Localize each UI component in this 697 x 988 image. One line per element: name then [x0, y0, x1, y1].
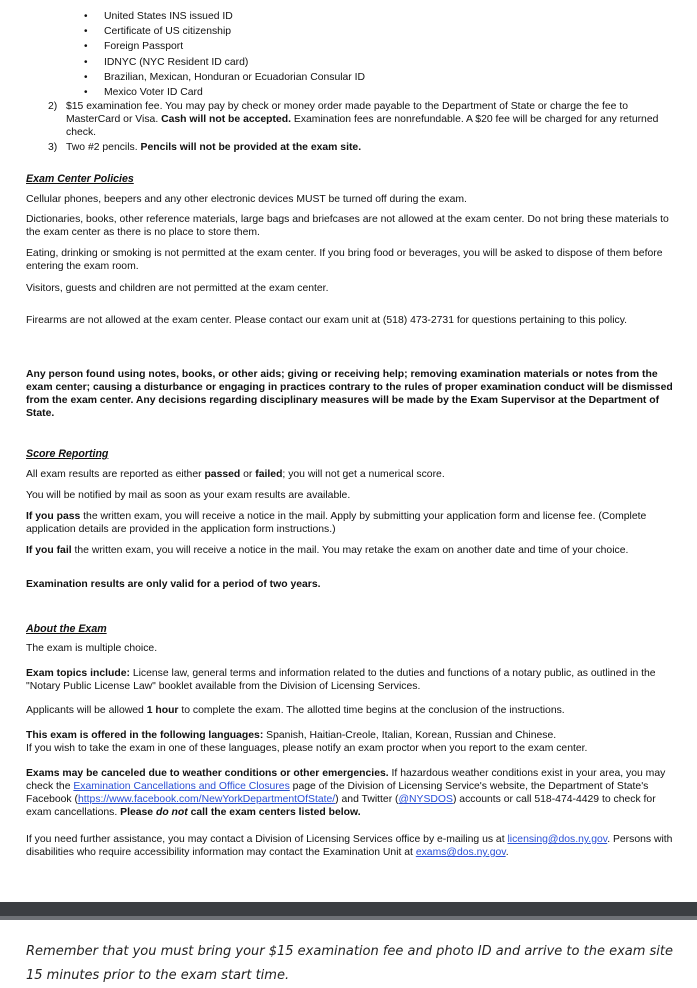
about-paragraph-topics: Exam topics include: License law, general terms and information related to the duties and functions of a notary public, as outlined in the "Notary Public License Law" booklet available from the Division of Licensing Services.	[26, 668, 656, 692]
cancellations-link[interactable]: Examination Cancellations and Office Closures	[73, 781, 290, 792]
policy-paragraph: Dictionaries, books, other reference materials, large bags and briefcases are not allowed at the exam center. Do not bring these materials to the exam center as there is no place to store them.	[26, 214, 669, 238]
about-paragraph-time: Applicants will be allowed 1 hour to complete the exam. The allotted time begins at the conclusion of the instructions.	[26, 705, 565, 716]
list-item: • Foreign Passport	[84, 40, 365, 55]
requirement-fee	[48, 100, 673, 139]
policy-paragraph: Cellular phones, beepers and any other electronic devices MUST be turned off during the exam.	[26, 194, 467, 205]
id-list	[84, 10, 365, 101]
policy-paragraph-conduct: Any person found using notes, books, or other aids; giving or receiving help; removing examination materials or notes from the exam center; causing a disturbance or engaging in practices contrary to the rules of proper examination conduct will be dismissed from the exam center. Any decisions regarding disciplinary measures will be made by the Exam Supervisor at the Department of State.	[26, 369, 673, 419]
facebook-link[interactable]: https://www.facebook.com/NewYorkDepartmentOfState/	[77, 794, 336, 805]
cash-warning: Cash will not be accepted.	[161, 114, 292, 125]
score-paragraph-fail: If you fail the written exam, you will receive a notice in the mail. You may retake the exam on another date and time of your choice.	[26, 545, 629, 556]
pencils-text: Two #2 pencils.	[66, 142, 141, 153]
policy-paragraph: Visitors, guests and children are not permitted at the exam center.	[26, 283, 329, 294]
pencils-warning: Pencils will not be provided at the exam site.	[140, 142, 362, 153]
requirements-list	[48, 100, 673, 156]
requirement-pencils	[48, 141, 673, 154]
list-item: • Mexico Voter ID Card	[84, 86, 365, 101]
score-paragraph-validity: Examination results are only valid for a period of two years.	[26, 579, 321, 590]
reminder-note: Remember that you must bring your $15 examination fee and photo ID and arrive to the exam site 15 minutes prior to the exam start time.	[26, 944, 674, 983]
list-item: • Brazilian, Mexican, Honduran or Ecuadorian Consular ID	[84, 71, 365, 86]
policy-paragraph-firearms: Firearms are not allowed at the exam center. Please contact our exam unit at (518) 473-2731 for questions pertaining to this policy.	[26, 315, 628, 326]
fee-text-cont: Examination fees are nonrefundable. A $20 fee will be charged for any returned check.	[66, 114, 659, 138]
section-heading-score: Score Reporting	[26, 448, 109, 460]
item-number: 2)	[48, 101, 58, 112]
fee-text: $15 examination fee. You may pay by check or money order made payable to the Department of State or charge the fee to MasterCard or Visa.	[66, 101, 629, 125]
list-item: • Certificate of US citizenship	[84, 25, 365, 40]
divider-bar-shadow	[0, 916, 697, 920]
list-item: • IDNYC (NYC Resident ID card)	[84, 56, 365, 71]
section-heading-policies: Exam Center Policies	[26, 173, 134, 185]
policy-paragraph: Eating, drinking or smoking is not permitted at the exam center. If you bring food or beverages, you will be asked to dispose of them before entering the exam room.	[26, 248, 663, 272]
about-paragraph-languages: This exam is offered in the following languages: Spanish, Haitian-Creole, Italian, Korean, Russian and Chinese. If you wish to take the exam in one of these languages, please notify an exam proctor when you report to the exam center.	[26, 730, 588, 754]
divider-bar	[0, 902, 697, 916]
about-paragraph-cancellations: Exams may be canceled due to weather conditions or other emergencies. If hazardous weather conditions exist in your area, you may check the Examination Cancellations and Office Closures page of the Division of Licensing Service's website, the Department of State's Facebook (https://www.facebook.com/NewYorkDepartmentOfState/) and Twitter (@NYSDOS) accounts or call 518-474-4429 to check for exam cancellations. Please do not call the exam centers listed below.	[26, 768, 666, 818]
section-heading-about: About the Exam	[26, 623, 107, 635]
score-paragraph-pass: If you pass the written exam, you will receive a notice in the mail. Apply by submitting your application form and license fee. (Complete application details are provided in the application form instructions.)	[26, 511, 647, 535]
twitter-link[interactable]: @NYSDOS	[398, 794, 453, 805]
licensing-email-link[interactable]: licensing@dos.ny.gov	[507, 834, 608, 845]
about-paragraph-contact: If you need further assistance, you may contact a Division of Licensing Services office by e-mailing us at licensing@dos.ny.gov. Persons with disabilities who require accessibility information may contact the Examination Unit at exams@dos.ny.gov.	[26, 834, 673, 858]
score-paragraph: All exam results are reported as either passed or failed; you will not get a numerical score.	[26, 469, 445, 480]
score-paragraph: You will be notified by mail as soon as your exam results are available.	[26, 490, 351, 501]
list-item: • United States INS issued ID	[84, 10, 365, 25]
item-number: 3)	[48, 142, 58, 153]
about-paragraph: The exam is multiple choice.	[26, 643, 158, 654]
exams-email-link[interactable]: exams@dos.ny.gov	[415, 847, 506, 858]
